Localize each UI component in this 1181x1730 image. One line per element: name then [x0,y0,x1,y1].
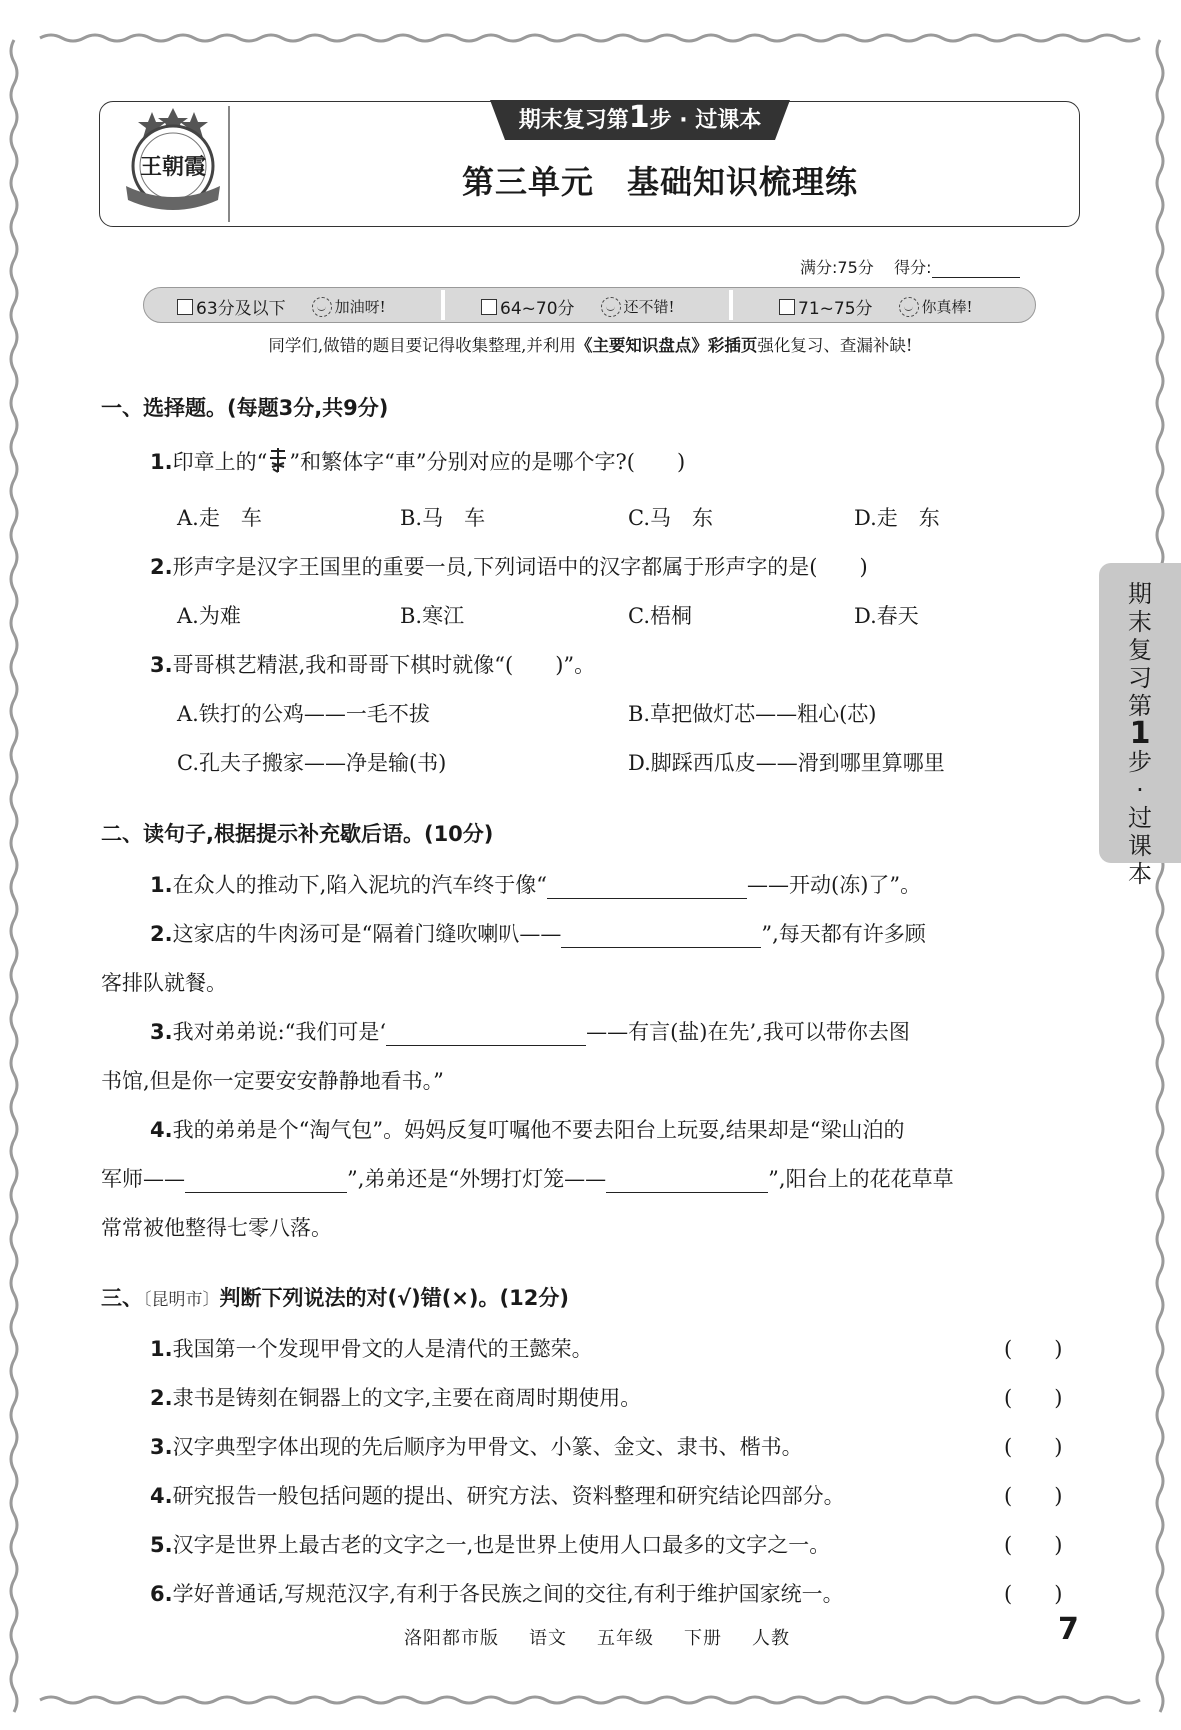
rating-high: 71~75分 你真棒! [779,294,973,319]
full-score: 满分:75分 [800,258,874,277]
s3-item-3: 3.汉字典型字体出现的先后顺序为甲骨文、小篆、金文、隶书、楷书。 [150,1435,803,1459]
score-blank[interactable] [932,263,1020,278]
rating-mid: 64~70分 还不错! [481,294,675,319]
side-tab-label: 期末复习第 1 步·过课本 [1128,580,1152,888]
s2-question-4-line3: 常常被他整得七零八落。 [101,1216,332,1240]
answer-paren[interactable]: ( ) [1004,1386,1063,1410]
answer-blank[interactable] [547,876,747,899]
answer-paren[interactable]: ( ) [1004,1533,1063,1557]
s2-question-1: 1.在众人的推动下,陷入泥坑的汽车终于像“ ——开动(冻)了”。 [150,873,922,897]
intro-note: 同学们,做错的题目要记得收集整理,并利用《主要知识盘点》彩插页强化复习、查漏补缺! [268,336,913,355]
svg-text:王朝霞: 王朝霞 [139,154,207,180]
header-box [99,101,1080,227]
smile-icon [899,297,919,317]
answer-blank[interactable] [386,1023,586,1046]
s3-item-2: 2.隶书是铸刻在铜器上的文字,主要在商周时期使用。 [150,1386,642,1410]
s3-item-4: 4.研究报告一般包括问题的提出、研究方法、资料整理和研究结论四部分。 [150,1484,845,1508]
s1-q3-option-b[interactable]: B.草把做灯芯——粗心(芯) [628,702,877,726]
answer-blank[interactable] [185,1170,347,1193]
s2-question-4-line2: 军师—— ”,弟弟还是“外甥打灯笼—— ”,阳台上的花花草草 [101,1167,954,1191]
rating-high-checkbox[interactable] [779,299,795,315]
s2-question-2-cont: 客排队就餐。 [101,971,227,995]
rating-separator [441,290,445,320]
smile-icon [601,297,621,317]
score-line [800,255,1020,278]
s1-q1-option-d[interactable]: D.走 东 [854,506,940,530]
rating-bar [143,287,1036,323]
s1-q2-option-b[interactable]: B.寒江 [400,604,465,628]
s1-q2-option-c[interactable]: C.梧桐 [628,604,692,628]
answer-paren[interactable]: ( ) [1004,1484,1063,1508]
brand-logo [118,108,228,218]
rating-separator [729,290,733,320]
s3-item-6: 6.学好普通话,写规范汉字,有利于各民族之间的交往,有利于维护国家统一。 [150,1582,844,1606]
page-number: 7 [1058,1612,1079,1647]
rating-low-checkbox[interactable] [177,299,193,315]
step-banner: 期末复习第1步 · 过课本 [518,100,762,135]
s1-q3-option-a[interactable]: A.铁打的公鸡——一毛不拔 [177,702,430,726]
rating-mid-checkbox[interactable] [481,299,497,315]
s1-q1-option-c[interactable]: C.马 东 [628,506,713,530]
section-1-title: 一、选择题。(每题3分,共9分) [101,396,389,420]
ancient-character-icon [267,447,289,473]
smile-icon [312,297,332,317]
section-2-title: 二、读句子,根据提示补充歇后语。(10分) [101,822,494,846]
s2-question-2: 2.这家店的牛肉汤可是“隔着门缝吹喇叭—— ”,每天都有许多顾 [150,922,926,946]
s2-question-4: 4.我的弟弟是个“淘气包”。妈妈反复叮嘱他不要去阳台上玩耍,结果却是“梁山泊的 [150,1118,905,1142]
footer: 洛阳都市版 语文 五年级 下册 人教 [404,1628,790,1649]
s1-question-3: 3.哥哥棋艺精湛,我和哥哥下棋时就像“( )”。 [150,653,596,677]
city-tag: 〔昆明市〕 [143,1290,220,1310]
s1-q3-option-c[interactable]: C.孔夫子搬家——净是输(书) [177,751,447,775]
logo-divider [228,106,230,222]
rating-low: 63分及以下 加油呀! [177,294,386,319]
s1-q1-option-b[interactable]: B.马 车 [400,506,486,530]
got-score-label: 得分: [894,258,932,277]
s3-item-1: 1.我国第一个发现甲骨文的人是清代的王懿荣。 [150,1337,593,1361]
answer-paren[interactable]: ( ) [1004,1337,1063,1361]
answer-blank[interactable] [606,1170,768,1193]
answer-paren[interactable]: ( ) [1004,1435,1063,1459]
unit-title: 第三单元 基础知识梳理练 [461,163,858,201]
s1-question-2: 2.形声字是汉字王国里的重要一员,下列词语中的汉字都属于形声字的是( ) [150,555,868,579]
s1-q2-option-a[interactable]: A.为难 [177,604,241,628]
s1-q1-option-a[interactable]: A.走 车 [177,506,262,530]
s1-question-1: 1.印章上的“ ”和繁体字“車”分别对应的是哪个字?( ) [150,446,685,476]
answer-blank[interactable] [561,925,761,948]
s2-question-3-cont: 书馆,但是你一定要安安静静地看书。” [101,1069,444,1093]
section-3-title: 三、〔昆明市〕判断下列说法的对(√)错(×)。(12分) [101,1286,569,1310]
s3-item-5: 5.汉字是世界上最古老的文字之一,也是世界上使用人口最多的文字之一。 [150,1533,831,1557]
s1-q2-option-d[interactable]: D.春天 [854,604,919,628]
answer-paren[interactable]: ( ) [1004,1582,1063,1606]
s1-q3-option-d[interactable]: D.脚踩西瓜皮——滑到哪里算哪里 [628,751,945,775]
s2-question-3: 3.我对弟弟说:“我们可是‘ ——有言(盐)在先’,我可以带你去图 [150,1020,910,1044]
